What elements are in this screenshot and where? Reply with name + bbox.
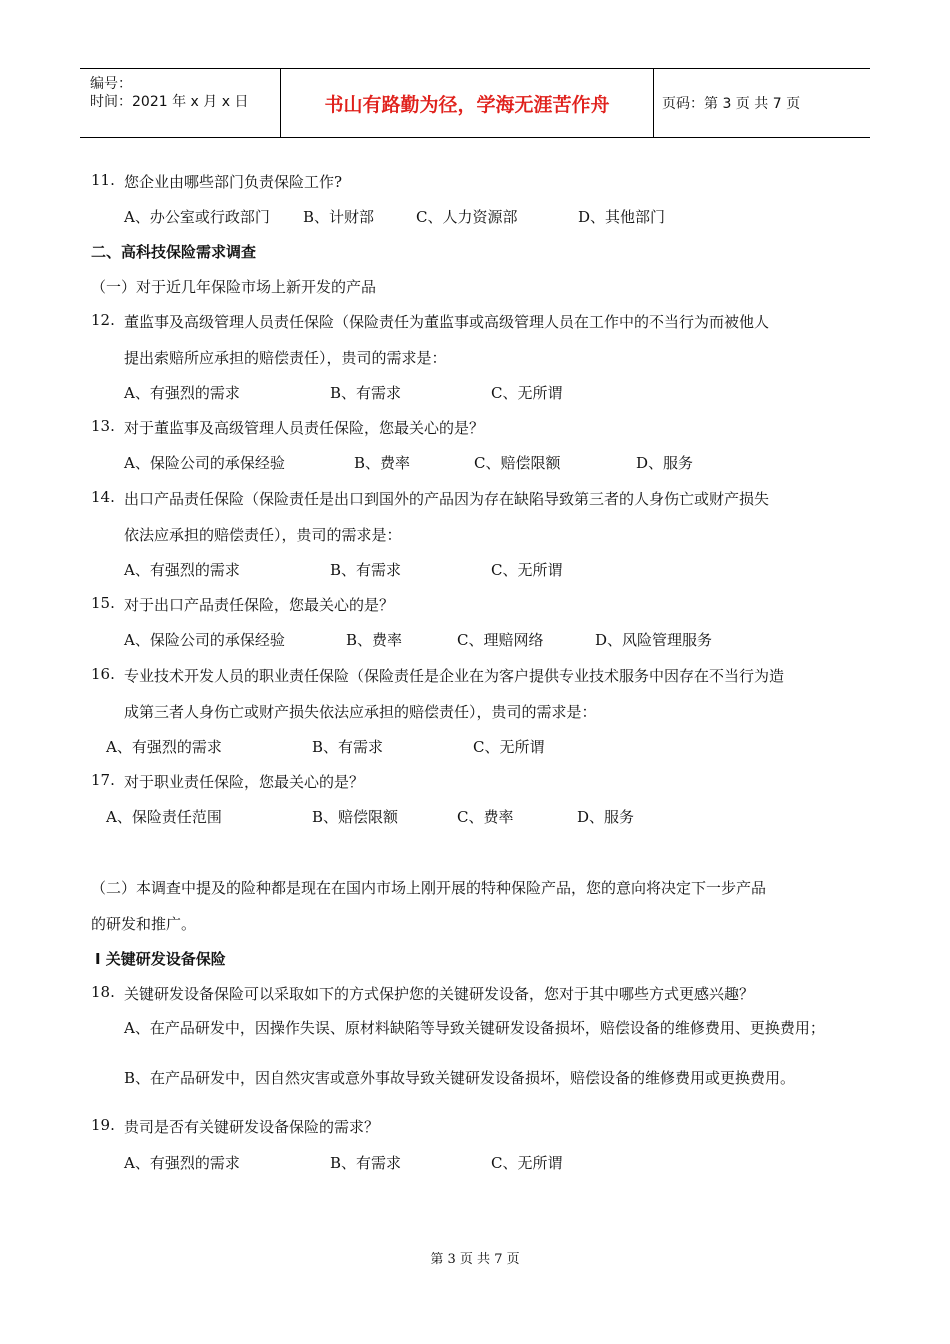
question-17-option-c[interactable]: C、费率: [457, 808, 514, 826]
question-12-option-c[interactable]: C、无所谓: [491, 384, 563, 402]
subsection-1-title: （一）对于近几年保险市场上新开发的产品: [91, 278, 377, 296]
question-14-text-line2: 依法应承担的赔偿责任），贵司的需求是：: [124, 526, 402, 544]
question-17-option-b[interactable]: B、赔偿限额: [312, 808, 399, 826]
question-15-option-c[interactable]: C、理赔网络: [457, 631, 544, 649]
question-11-option-a[interactable]: A、办公室或行政部门: [124, 208, 270, 226]
question-15-option-d[interactable]: D、风险管理服务: [595, 631, 713, 649]
question-16-number: 16.: [91, 665, 115, 683]
question-14-option-a[interactable]: A、有强烈的需求: [124, 561, 240, 579]
question-13-option-c[interactable]: C、赔偿限额: [474, 454, 561, 472]
question-18-option-a[interactable]: A、在产品研发中，因操作失误、原材料缺陷等导致关键研发设备损坏，赔偿设备的维修费用、更换费用；: [124, 1019, 825, 1037]
question-11-option-b[interactable]: B、计财部: [303, 208, 375, 226]
question-19-option-a[interactable]: A、有强烈的需求: [124, 1154, 240, 1172]
question-14-number: 14.: [91, 488, 115, 506]
question-16-option-a[interactable]: A、有强烈的需求: [106, 738, 222, 756]
subsection-2-text-line2: 的研发和推广。: [91, 915, 197, 933]
question-19-text: 贵司是否有关键研发设备保险的需求？: [124, 1118, 380, 1136]
section-i-title: Ⅰ 关键研发设备保险: [95, 950, 226, 968]
question-13-option-b[interactable]: B、费率: [354, 454, 411, 472]
subsection-2-text-line1: （二）本调查中提及的险种都是现在在国内市场上刚开展的特种保险产品，您的意向将决定下一步产品: [91, 879, 767, 897]
question-17-option-a[interactable]: A、保险责任范围: [106, 808, 222, 826]
question-13-option-a[interactable]: A、保险公司的承保经验: [124, 454, 285, 472]
question-13-text: 对于董监事及高级管理人员责任保险，您最关心的是？: [124, 419, 485, 437]
question-19-option-b[interactable]: B、有需求: [330, 1154, 402, 1172]
question-16-text-line1: 专业技术开发人员的职业责任保险（保险责任是企业在为客户提供专业技术服务中因存在不当行为造: [124, 667, 785, 685]
question-12-number: 12.: [91, 311, 115, 329]
question-16-option-c[interactable]: C、无所谓: [473, 738, 545, 756]
question-17-option-d[interactable]: D、服务: [577, 808, 635, 826]
question-15-option-b[interactable]: B、费率: [346, 631, 403, 649]
header-page-number: 页码：第 3 页 共 7 页: [662, 96, 801, 112]
document-number-label: 编号：: [90, 76, 132, 92]
question-16-text-line2: 成第三者人身伤亡或财产损失依法应承担的赔偿责任），贵司的需求是：: [124, 703, 597, 721]
question-12-option-b[interactable]: B、有需求: [330, 384, 402, 402]
question-15-number: 15.: [91, 594, 115, 612]
question-11-option-c[interactable]: C、人力资源部: [416, 208, 518, 226]
question-19-option-c[interactable]: C、无所谓: [491, 1154, 563, 1172]
section-2-title: 二、高科技保险需求调查: [91, 243, 257, 261]
question-17-number: 17.: [91, 771, 115, 789]
question-14-option-b[interactable]: B、有需求: [330, 561, 402, 579]
question-11-option-d[interactable]: D、其他部门: [578, 208, 666, 226]
question-11-text: 您企业由哪些部门负责保险工作?: [124, 173, 343, 191]
page-footer: 第 3 页 共 7 页: [430, 1252, 520, 1267]
question-16-option-b[interactable]: B、有需求: [312, 738, 384, 756]
question-11-number: 11.: [91, 171, 115, 189]
question-18-number: 18.: [91, 983, 115, 1001]
question-13-option-d[interactable]: D、服务: [636, 454, 694, 472]
question-15-option-a[interactable]: A、保险公司的承保经验: [124, 631, 285, 649]
header-motto: 书山有路勤为径，学海无涯苦作舟: [281, 69, 654, 137]
question-12-text-line2: 提出索赔所应承担的赔偿责任），贵司的需求是：: [124, 349, 447, 367]
document-time-label: 时间：2021 年 x 月 x 日: [90, 94, 249, 110]
question-14-text-line1: 出口产品责任保险（保险责任是出口到国外的产品因为存在缺陷导致第三者的人身伤亡或财产损失: [124, 490, 770, 508]
page-header: [80, 68, 870, 138]
question-13-number: 13.: [91, 417, 115, 435]
question-18-text: 关键研发设备保险可以采取如下的方式保护您的关键研发设备，您对于其中哪些方式更感兴趣？: [124, 985, 755, 1003]
question-19-number: 19.: [91, 1116, 115, 1134]
question-17-text: 对于职业责任保险，您最关心的是？: [124, 773, 365, 791]
header-meta: [80, 69, 281, 137]
question-15-text: 对于出口产品责任保险，您最关心的是？: [124, 596, 395, 614]
question-18-option-b[interactable]: B、在产品研发中，因自然灾害或意外事故导致关键研发设备损坏，赔偿设备的维修费用或更换费用。: [124, 1069, 796, 1087]
question-12-text-line1: 董监事及高级管理人员责任保险（保险责任为董监事或高级管理人员在工作中的不当行为而被他人: [124, 313, 770, 331]
question-12-option-a[interactable]: A、有强烈的需求: [124, 384, 240, 402]
question-14-option-c[interactable]: C、无所谓: [491, 561, 563, 579]
